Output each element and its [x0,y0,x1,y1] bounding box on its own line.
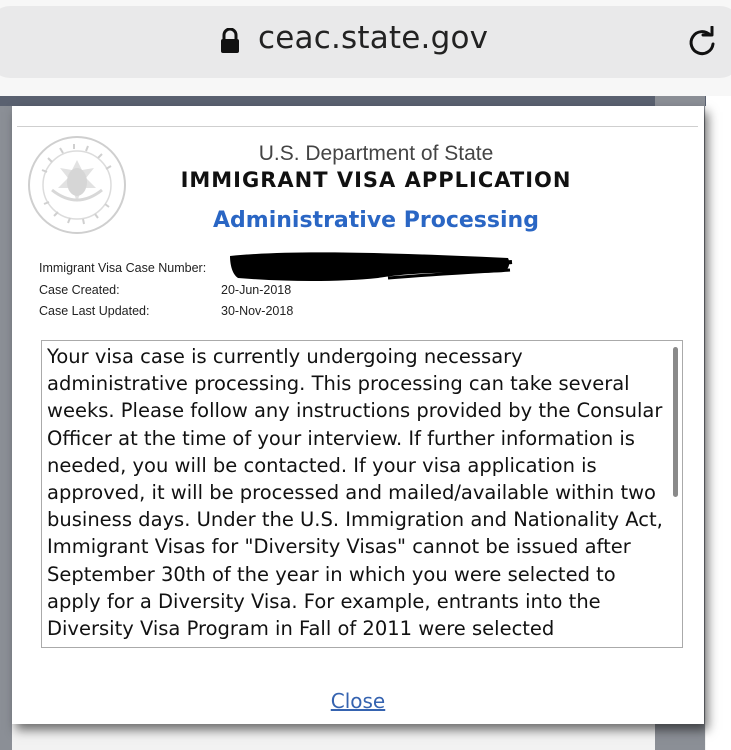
case-number-redaction [228,248,514,288]
background-page-strip [0,96,731,106]
department-title: U.S. Department of State [258,142,494,165]
message-scrollbar[interactable] [673,347,678,497]
status-message-box[interactable] [41,340,683,648]
lock-icon [220,28,240,54]
application-title: IMMIGRANT VISA APPLICATION [180,168,572,192]
browser-toolbar [0,0,731,96]
background-page-margin [706,96,731,750]
status-dialog [12,106,704,724]
case-number-label: Immigrant Visa Case Number: [39,261,207,275]
case-created-value: 20-Jun-2018 [221,283,292,297]
address-bar-url[interactable]: ceac.state.gov [258,20,489,56]
status-message-text: Your visa case is currently undergoing necessary administrative processing. This processing can take several weeks. Please follow any instructions provided by the Consular Officer at the time of your interview. If further information is needed, you will be contacted. If your visa application is approved, it will be processed and mailed/available within two business days. Under the U.S. Immigration and Nationality Act, Immigrant Visas for "Diversity Visas" cannot be issued after September 30th of the year in which you were selected to apply for a Diversity Visa. For example, entrants into the Diversity Visa Program in Fall of 2011 were selected [47,345,663,641]
case-status-title: Administrative Processing [213,208,539,233]
reload-icon[interactable] [686,26,718,58]
close-link[interactable]: Close [330,689,386,713]
case-created-label: Case Created: [39,283,120,297]
background-page-left [0,106,12,750]
case-updated-value: 30-Nov-2018 [221,304,294,318]
case-updated-label: Case Last Updated: [39,304,150,318]
